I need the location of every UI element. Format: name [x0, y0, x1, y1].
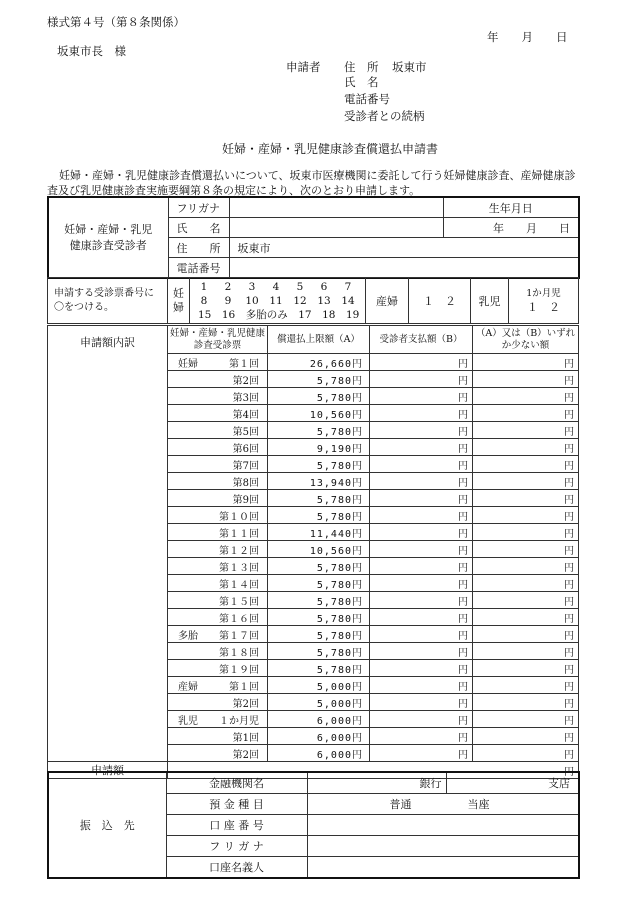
col-paid-header: 受診者支払額（B） — [370, 326, 473, 354]
dob-label: 生年月日 — [443, 197, 579, 218]
exam-label — [168, 745, 268, 762]
lower-amount-field[interactable]: 円 — [473, 388, 579, 405]
limit-amount: 5,780円 — [268, 490, 370, 507]
exam-label — [168, 456, 268, 473]
limit-amount: 10,560円 — [268, 541, 370, 558]
exam-label — [168, 677, 268, 694]
breakdown-table — [47, 325, 579, 779]
applicant-address-value: 坂東市 — [392, 60, 427, 74]
paid-amount-field[interactable]: 円 — [370, 405, 473, 422]
name-label: 氏 名 — [168, 218, 229, 238]
exam-number: 第7回 — [232, 460, 259, 472]
pregnant-voucher-8[interactable]: 8 — [200, 294, 208, 307]
limit-amount: 5,780円 — [268, 558, 370, 575]
limit-amount: 5,780円 — [268, 592, 370, 609]
date-line: 年 月 日 — [487, 30, 568, 44]
limit-amount: 11,440円 — [268, 524, 370, 541]
limit-amount: 5,780円 — [268, 626, 370, 643]
infant-label: 乳児 — [471, 278, 509, 324]
lower-amount-field[interactable]: 円 — [473, 558, 579, 575]
holder-furigana-field[interactable] — [307, 836, 579, 857]
exam-group: 多胎 — [178, 630, 198, 642]
exam-label — [168, 490, 268, 507]
limit-amount: 5,000円 — [268, 694, 370, 711]
infant-numbers[interactable] — [509, 278, 579, 324]
col-lower-header: （A）又は（B）いずれか少ない額 — [473, 326, 579, 354]
exam-number: 第3回 — [232, 392, 259, 404]
lower-amount-field[interactable]: 円 — [473, 609, 579, 626]
pregnant-voucher-7[interactable]: 7 — [344, 280, 352, 293]
exam-number: 第2回 — [232, 698, 259, 710]
limit-amount: 5,780円 — [268, 575, 370, 592]
applicant-name-label: 氏 名 — [344, 75, 379, 89]
holder-field[interactable] — [307, 857, 579, 879]
furigana-field[interactable] — [229, 197, 443, 218]
voucher-instruction: 申請する受診票番号に〇をつける。 — [48, 278, 168, 324]
paid-amount-field[interactable]: 円 — [370, 371, 473, 388]
applicant-phone-label: 電話番号 — [344, 92, 390, 106]
limit-amount: 9,190円 — [268, 439, 370, 456]
paid-amount-field[interactable]: 円 — [370, 490, 473, 507]
account-type-label: 預 金 種 目 — [166, 794, 307, 815]
pregnant-voucher-9[interactable]: 9 — [224, 294, 232, 307]
paid-amount-field[interactable]: 円 — [370, 660, 473, 677]
exam-number: 第１０回 — [219, 511, 259, 523]
lower-amount-field[interactable]: 円 — [473, 626, 579, 643]
account-number-field[interactable] — [307, 815, 579, 836]
limit-amount: 6,000円 — [268, 711, 370, 728]
pregnant-row3[interactable]: 15 16 多胎のみ 17 18 19 — [198, 308, 360, 321]
form-number: 様式第４号（第８条関係） — [47, 15, 185, 29]
pregnant-voucher-14[interactable]: 14 — [341, 294, 355, 307]
exam-label — [168, 660, 268, 677]
exam-number: 第4回 — [232, 409, 259, 421]
lower-amount-field[interactable]: 円 — [473, 371, 579, 388]
intro-text: 妊婦・産婦・乳児健康診査償還払いについて、坂東市医療機関に委託して行う妊婦健康診査、産婦健康診査及び乳児健康診査実施要綱第８条の規定により、次のとおり申請します。 — [47, 169, 576, 197]
holder-label: 口座名義人 — [166, 857, 307, 879]
exam-number: 第2回 — [232, 749, 259, 761]
paid-amount-field[interactable]: 円 — [370, 626, 473, 643]
paid-amount-field[interactable]: 円 — [370, 354, 473, 371]
lower-amount-field[interactable]: 円 — [473, 524, 579, 541]
exam-number: 第１３回 — [219, 562, 259, 574]
pregnant-voucher-10[interactable]: 10 — [245, 294, 259, 307]
limit-amount: 10,560円 — [268, 405, 370, 422]
exam-label — [168, 694, 268, 711]
paid-amount-field[interactable]: 円 — [370, 609, 473, 626]
lower-amount-field[interactable]: 円 — [473, 728, 579, 745]
limit-amount: 5,780円 — [268, 507, 370, 524]
paid-amount-field[interactable]: 円 — [370, 711, 473, 728]
exam-number: 第１回 — [229, 358, 259, 370]
branch-field[interactable]: 支店 — [446, 772, 579, 794]
exam-number: 第１１回 — [219, 528, 259, 540]
exam-group: 産婦 — [178, 681, 198, 693]
exam-number: 第2回 — [232, 375, 259, 387]
paid-amount-field[interactable]: 円 — [370, 677, 473, 694]
lower-amount-field[interactable]: 円 — [473, 592, 579, 609]
dob-field[interactable]: 年 月 日 — [443, 218, 579, 238]
total-field[interactable]: 円 — [168, 762, 579, 779]
exam-number: 第6回 — [232, 443, 259, 455]
postpartum-numbers[interactable]: １ ２ — [409, 278, 471, 324]
infant-sub: 1か月児 — [526, 287, 561, 299]
applicant-relation-label: 受診者との続柄 — [344, 109, 425, 123]
exam-label — [168, 473, 268, 490]
exam-group: 乳児 — [178, 715, 198, 727]
limit-amount: 5,780円 — [268, 456, 370, 473]
exam-label — [168, 609, 268, 626]
voucher-table — [47, 277, 579, 324]
exam-number: 第１７回 — [219, 630, 259, 642]
exam-label — [168, 728, 268, 745]
exam-label — [168, 405, 268, 422]
lower-amount-field[interactable]: 円 — [473, 422, 579, 439]
applicant-address-label: 住 所 — [344, 60, 379, 74]
limit-amount: 5,780円 — [268, 388, 370, 405]
exam-number: 第1回 — [232, 732, 259, 744]
lower-amount-field[interactable]: 円 — [473, 541, 579, 558]
exam-number: １か月児 — [219, 715, 259, 727]
exam-number: 第１回 — [229, 681, 259, 693]
limit-amount: 5,780円 — [268, 609, 370, 626]
paid-amount-field[interactable]: 円 — [370, 541, 473, 558]
breakdown-label: 申請額内訳 — [48, 326, 168, 762]
paid-amount-field[interactable]: 円 — [370, 745, 473, 762]
paid-amount-field[interactable]: 円 — [370, 728, 473, 745]
exam-label — [168, 592, 268, 609]
lower-amount-field[interactable]: 円 — [473, 439, 579, 456]
exam-label — [168, 354, 268, 371]
holder-furigana-label: フ リ ガ ナ — [166, 836, 307, 857]
applicant-label: 申請者 — [286, 60, 321, 74]
lower-amount-field[interactable]: 円 — [473, 660, 579, 677]
col-limit-header: 償還払上限額（A） — [268, 326, 370, 354]
postpartum-label: 産婦 — [366, 278, 409, 324]
lower-amount-field[interactable]: 円 — [473, 745, 579, 762]
limit-amount: 13,940円 — [268, 473, 370, 490]
exam-label — [168, 507, 268, 524]
pregnant-voucher-1[interactable]: 1 — [200, 280, 208, 293]
col-exam-header: 妊婦・産婦・乳児健康診査受診票 — [168, 326, 268, 354]
paid-amount-field[interactable]: 円 — [370, 592, 473, 609]
exam-number: 第１８回 — [219, 647, 259, 659]
type-normal[interactable]: 普通 — [389, 798, 412, 811]
paid-amount-field[interactable]: 円 — [370, 439, 473, 456]
exam-label — [168, 558, 268, 575]
lower-amount-field[interactable]: 円 — [473, 490, 579, 507]
pregnant-voucher-2[interactable]: 2 — [224, 280, 232, 293]
lower-amount-field[interactable]: 円 — [473, 711, 579, 728]
lower-amount-field[interactable]: 円 — [473, 694, 579, 711]
lower-amount-field[interactable]: 円 — [473, 643, 579, 660]
paid-amount-field[interactable]: 円 — [370, 388, 473, 405]
pregnant-voucher-4[interactable]: 4 — [272, 280, 280, 293]
exam-label — [168, 541, 268, 558]
paid-amount-field[interactable]: 円 — [370, 643, 473, 660]
name-field[interactable] — [229, 218, 443, 238]
exam-group: 妊婦 — [178, 358, 198, 370]
type-current[interactable]: 当座 — [467, 798, 490, 811]
exam-number: 第9回 — [232, 494, 259, 506]
pregnant-label: 妊婦 — [168, 278, 190, 324]
exam-label — [168, 422, 268, 439]
exam-number: 第１９回 — [219, 664, 259, 676]
pregnant-voucher-11[interactable]: 11 — [269, 294, 283, 307]
paid-amount-field[interactable]: 円 — [370, 575, 473, 592]
paid-amount-field[interactable]: 円 — [370, 456, 473, 473]
infant-numbers-value[interactable]: １ ２ — [527, 300, 560, 314]
pregnant-voucher-3[interactable]: 3 — [248, 280, 256, 293]
total-label: 申請額 — [48, 762, 168, 779]
exam-number: 第5回 — [232, 426, 259, 438]
exam-label — [168, 626, 268, 643]
lower-amount-field[interactable]: 円 — [473, 473, 579, 490]
account-number-label: 口 座 番 号 — [166, 815, 307, 836]
limit-amount: 5,780円 — [268, 422, 370, 439]
addressee: 坂東市長 様 — [57, 44, 126, 58]
lower-amount-field[interactable]: 円 — [473, 677, 579, 694]
phone-field[interactable] — [229, 258, 579, 279]
bank-table — [47, 771, 580, 879]
address-label: 住 所 — [168, 238, 229, 258]
paid-amount-field[interactable]: 円 — [370, 422, 473, 439]
furigana-label: フリガナ — [168, 197, 229, 218]
pregnant-numbers[interactable] — [190, 278, 366, 324]
lower-amount-field[interactable]: 円 — [473, 456, 579, 473]
lower-amount-field[interactable]: 円 — [473, 575, 579, 592]
limit-amount: 6,000円 — [268, 745, 370, 762]
form-title: 妊婦・産婦・乳児健康診査償還払申請書 — [222, 142, 439, 156]
limit-amount: 6,000円 — [268, 728, 370, 745]
paid-amount-field[interactable]: 円 — [370, 524, 473, 541]
lower-amount-field[interactable]: 円 — [473, 405, 579, 422]
exam-number: 第8回 — [232, 477, 259, 489]
exam-label — [168, 439, 268, 456]
exam-number: 第１５回 — [219, 596, 259, 608]
patient-section-label: 妊婦・産婦・乳児健康診査受診者 — [48, 197, 168, 278]
exam-number: 第１２回 — [219, 545, 259, 557]
exam-label — [168, 371, 268, 388]
exam-label — [168, 643, 268, 660]
limit-amount: 5,780円 — [268, 371, 370, 388]
lower-amount-field[interactable]: 円 — [473, 507, 579, 524]
pregnant-voucher-13[interactable]: 13 — [317, 294, 331, 307]
paid-amount-field[interactable]: 円 — [370, 507, 473, 524]
exam-label — [168, 524, 268, 541]
patient-table — [47, 196, 580, 279]
account-type-field[interactable] — [307, 794, 579, 815]
pregnant-voucher-5[interactable]: 5 — [296, 280, 304, 293]
pregnant-voucher-6[interactable]: 6 — [320, 280, 328, 293]
address-field[interactable]: 坂東市 — [229, 238, 579, 258]
exam-number: 第１４回 — [219, 579, 259, 591]
limit-amount: 5,780円 — [268, 643, 370, 660]
paid-amount-field[interactable]: 円 — [370, 558, 473, 575]
pregnant-voucher-12[interactable]: 12 — [293, 294, 307, 307]
exam-number: 第１６回 — [219, 613, 259, 625]
phone-label: 電話番号 — [168, 258, 229, 279]
limit-amount: 5,000円 — [268, 677, 370, 694]
bank-name-field[interactable]: 銀行 — [307, 772, 446, 794]
lower-amount-field[interactable]: 円 — [473, 354, 579, 371]
limit-amount: 5,780円 — [268, 660, 370, 677]
exam-label — [168, 711, 268, 728]
limit-amount: 26,660円 — [268, 354, 370, 371]
paid-amount-field[interactable]: 円 — [370, 694, 473, 711]
bank-section-label: 振 込 先 — [48, 772, 166, 878]
exam-label — [168, 388, 268, 405]
paid-amount-field[interactable]: 円 — [370, 473, 473, 490]
exam-label — [168, 575, 268, 592]
bank-name-label: 金融機関名 — [166, 772, 307, 794]
